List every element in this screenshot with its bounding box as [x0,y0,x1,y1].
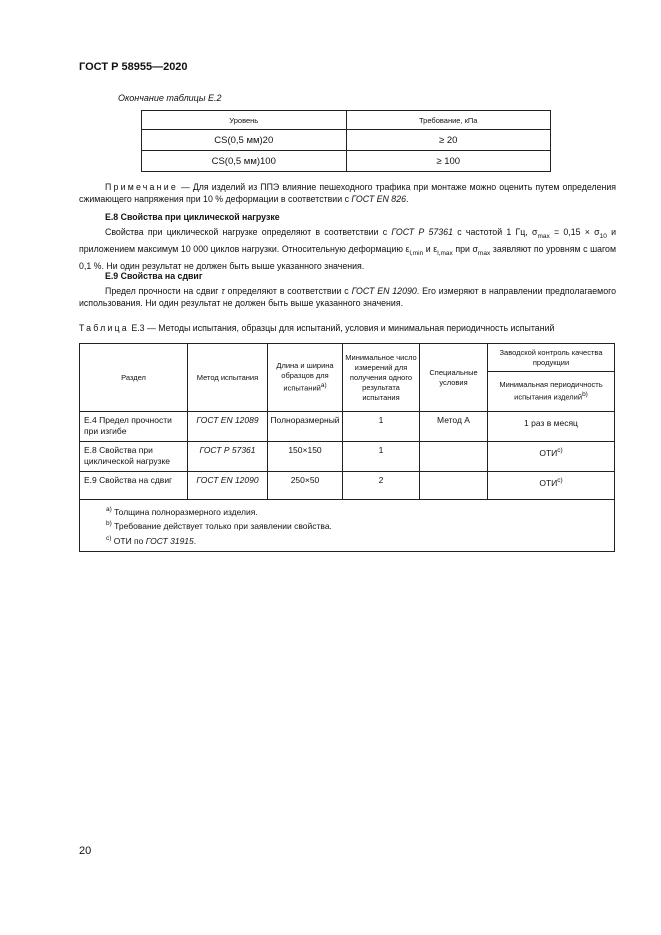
column-header-size [268,344,343,412]
subscript: l,max [437,249,453,257]
table-cell [488,412,615,442]
table-e3-caption [79,323,619,333]
table-cell: Полноразмерный [268,412,343,442]
text: Свойства при циклической нагрузке определяют в соответствии с [105,227,392,237]
footnote-ref: ГОСТ 31915 [145,535,194,546]
table-row [80,442,615,472]
column-header-factory: Заводской контроль качества продукции [488,344,615,372]
note-end: . [405,194,409,205]
table-cell: 1 [343,442,420,472]
section-e9-title: Е.9 Свойства на сдвиг [105,271,203,281]
footnote-text: Толщина полноразмерного изделия. [111,506,258,517]
text: и приложением максимум 10 000 циклов нагрузки. Относительную деформацию ε [79,227,616,255]
text: при σ [452,244,478,255]
text: заявляют по уровням с шагом 0,1 %. Ни один результат не должен быть выше указанного значения. [79,244,616,272]
table-cell [420,472,488,500]
text: Предел прочности на сдвиг [105,286,222,296]
text: с частотой 1 Гц, σ [452,227,538,237]
footnote [106,518,614,532]
section-e9-text [79,285,616,310]
table-cell [488,472,615,500]
table-footnotes-row [80,500,615,552]
caption-text: Е.3 — Методы испытания, образцы для испытаний, условия и минимальная периодичность испытаний [128,323,555,333]
table-cell: Метод А [420,412,488,442]
footnote-mark: c) [557,477,563,484]
note-ref: ГОСТ EN 826 [351,194,406,205]
table-cell: 2 [343,472,420,500]
header-text: Минимальная периодичность испытания изделий [499,380,603,402]
footnote-mark: a) [320,382,327,390]
table-cell: Е.4 Предел прочности при изгибе [80,412,188,442]
cell-text: 1 раз в месяц [524,417,578,428]
column-header-min-number: Минимальное число измерений для получения одного результата испытания [343,344,420,412]
subscript: max [477,249,491,257]
ref: ГОСТ EN 12090 [351,286,417,296]
document-code: ГОСТ Р 58955—2020 [79,61,188,73]
section-e8-text [79,226,616,273]
text: и ε [423,244,438,255]
note-text: — Для изделий из ППЭ влияние пешеходного трафика при монтаже можно оценить путем определения сжимающего напряжения при 10 % деформации в соответствии с [79,182,616,205]
footnote-mark: c) [106,534,112,542]
column-header-method: Метод испытания [188,344,268,412]
text: . Его измеряют в направлении предполагаемого использования. Ни один результат не должен быть выше указанного значения. [79,286,616,309]
table-cell [188,412,268,442]
table-cell [188,472,268,500]
footnote-end: . [193,535,197,546]
footnote-text: Требование действует только при заявлении свойства. [111,521,332,532]
table-row [142,130,551,151]
table-label: Таблица [79,323,129,333]
note-paragraph [79,181,616,206]
subscript: l,min [409,249,424,257]
cell-text: ОТИ [539,447,558,458]
footnote [106,504,614,518]
footnote-mark: b) [582,391,588,399]
table-row [142,151,551,172]
column-header: Уровень [142,111,347,130]
table-cell [488,442,615,472]
subscript: 10 [599,232,607,240]
table-e2 [141,110,551,172]
table-row [80,412,615,442]
footnote-mark: c) [557,447,563,454]
footnote-text: ОТИ по [111,535,146,546]
text: = 0,15 × σ [549,227,600,237]
table-cell: Е.8 Свойства при циклической нагрузке [80,442,188,472]
table-cell [420,442,488,472]
table-cell: 250×50 [268,472,343,500]
table-cell: Е.9 Свойства на сдвиг [80,472,188,500]
note-label: Примечание [105,182,178,192]
table-cell: ≥ 20 [346,130,551,151]
table-cell: 1 [343,412,420,442]
column-header-special: Специальные условия [420,344,488,412]
section-e8-title: Е.8 Свойства при циклической нагрузке [105,212,280,222]
table-row [80,472,615,500]
footnote [106,533,614,547]
table-footnotes [80,500,615,552]
text: определяют в соответствии с [224,286,352,296]
table-header-row [142,111,551,130]
table-e2-caption: Окончание таблицы Е.2 [118,93,222,103]
footnote-mark: a) [106,506,112,513]
ref: ГОСТ EN 12090 [196,475,259,485]
header-text: Длина и ширина образцов для испытаний [276,361,334,393]
column-header: Требование, кПа [346,111,551,130]
table-cell: CS(0,5 мм)100 [142,151,347,172]
ref: ГОСТ Р 57361 [199,445,256,455]
column-header-section: Раздел [80,344,188,412]
page-number: 20 [79,845,92,857]
table-cell: CS(0,5 мм)20 [142,130,347,151]
table-header-row [80,344,615,372]
column-header-periodicity [488,372,615,412]
symbol: τ [221,286,225,296]
ref: ГОСТ EN 12089 [196,415,259,425]
footnote-mark: b) [106,520,112,528]
ref: ГОСТ Р 57361 [391,227,453,237]
table-cell: 150×150 [268,442,343,472]
table-cell: ≥ 100 [346,151,551,172]
table-e3 [79,343,615,552]
subscript: max [537,232,550,240]
cell-text: ОТИ [539,477,558,488]
table-cell [188,442,268,472]
